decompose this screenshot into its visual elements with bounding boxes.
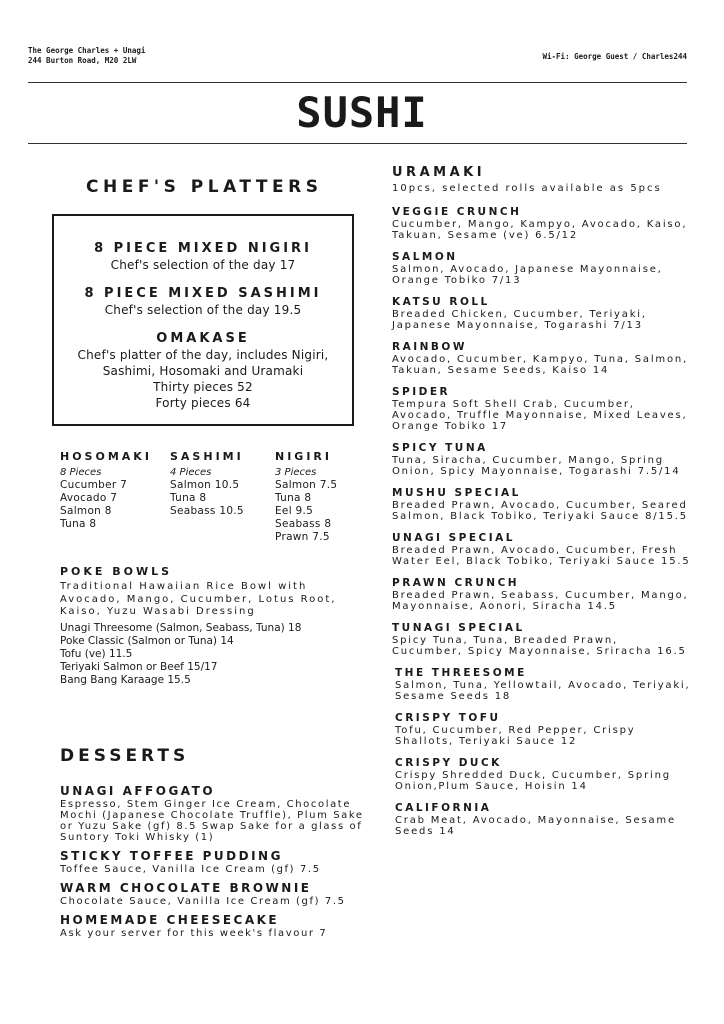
dessert-desc: Chocolate Sauce, Vanilla Ice Cream (gf) 7.5 [60, 896, 346, 907]
dessert-name: STICKY TOFFEE PUDDING [60, 849, 283, 863]
list-item: Salmon 10.5 [170, 479, 240, 491]
list-item: Teriyaki Salmon or Beef 15/17 [60, 660, 218, 673]
list-item: Avocado 7 [60, 492, 118, 504]
uramaki-item [392, 577, 692, 612]
uramaki-desc: Spicy Tuna, Tuna, Breaded Prawn, Cucumber, Spicy Mayonnaise, Sriracha 16.5 [392, 635, 687, 657]
uramaki-desc: Salmon, Tuna, Yellowtail, Avocado, Teriyaki, Sesame Seeds 18 [395, 680, 691, 702]
nigiri-heading: NIGIRI [275, 450, 332, 463]
uramaki-desc: Breaded Prawn, Seabass, Cucumber, Mango, Mayonnaise, Aonori, Siracha 14.5 [392, 590, 689, 612]
uramaki-name: THE THREESOME [395, 667, 527, 679]
uramaki-item [392, 442, 692, 477]
uramaki-name: CRISPY TOFU [395, 712, 501, 724]
poke-bowls-section [60, 563, 360, 687]
list-item: Bang Bang Karaage 15.5 [60, 673, 191, 686]
dessert-item [60, 913, 370, 939]
title-divider [28, 143, 687, 144]
uramaki-item [392, 487, 692, 522]
list-item: Tuna 8 [60, 518, 97, 530]
list-item: Poke Classic (Salmon or Tuna) 14 [60, 634, 234, 647]
uramaki-name: CALIFORNIA [395, 802, 492, 814]
uramaki-name: SPIDER [392, 386, 451, 398]
list-item: Prawn 7.5 [275, 531, 330, 543]
uramaki-desc: Cucumber, Mango, Kampyo, Avocado, Kaiso, Takuan, Sesame (ve) 6.5/12 [392, 219, 688, 241]
chefs-platters-heading: CHEF'S PLATTERS [86, 177, 323, 197]
platter-omakase-line: Thirty pieces 52 [153, 380, 253, 394]
list-item: Seabass 8 [275, 518, 332, 530]
uramaki-item [392, 296, 692, 331]
platter-sashimi-name: 8 PIECE MIXED SASHIMI [84, 286, 322, 301]
hosomaki-section [60, 448, 152, 531]
uramaki-name: CRISPY DUCK [395, 757, 502, 769]
desserts-heading: DESSERTS [60, 746, 190, 766]
list-item: Salmon 7.5 [275, 479, 338, 491]
dessert-item [60, 881, 370, 907]
uramaki-desc: Salmon, Avocado, Japanese Mayonnaise, Orange Tobiko 7/13 [392, 264, 663, 286]
poke-bowls-heading: POKE BOWLS [60, 565, 173, 578]
uramaki-desc: Tempura Soft Shell Crab, Cucumber, Avocado, Truffle Mayonnaise, Mixed Leaves, Orange Tobiko 17 [392, 399, 688, 432]
page-title: SUSHI [296, 88, 428, 137]
hosomaki-subtitle: 8 Pieces [60, 467, 102, 478]
sashimi-subtitle: 4 Pieces [170, 467, 212, 478]
uramaki-item [395, 757, 692, 792]
dessert-item [60, 784, 370, 843]
venue-info [28, 46, 145, 66]
venue-address: 244 Burton Road, M20 2LW [28, 56, 137, 65]
desserts-section [60, 784, 370, 945]
venue-name: The George Charles + Unagi [28, 46, 146, 55]
uramaki-name: PRAWN CRUNCH [392, 577, 520, 589]
platter-nigiri-name: 8 PIECE MIXED NIGIRI [94, 241, 312, 256]
list-item: Tuna 8 [170, 492, 207, 504]
uramaki-item [392, 251, 692, 286]
chefs-platters-box [52, 214, 354, 426]
dessert-name: WARM CHOCOLATE BROWNIE [60, 881, 312, 895]
uramaki-name: SPICY TUNA [392, 442, 488, 454]
dessert-item [60, 849, 370, 875]
list-item: Cucumber 7 [60, 479, 128, 491]
uramaki-item [395, 667, 692, 702]
uramaki-desc: Breaded Prawn, Avocado, Cucumber, Fresh Water Eel, Black Tobiko, Teriyaki Sauce 15.5 [392, 545, 691, 567]
dessert-name: UNAGI AFFOGATO [60, 784, 216, 798]
uramaki-name: UNAGI SPECIAL [392, 532, 515, 544]
uramaki-desc: Breaded Chicken, Cucumber, Teriyaki, Japanese Mayonnaise, Togarashi 7/13 [392, 309, 647, 331]
platter-sashimi [54, 285, 352, 318]
uramaki-name: SALMON [392, 251, 458, 263]
uramaki-desc: Crab Meat, Avocado, Mayonnaise, Sesame Seeds 14 [395, 815, 676, 837]
uramaki-name: VEGGIE CRUNCH [392, 206, 522, 218]
uramaki-item [392, 532, 692, 567]
uramaki-desc: Tofu, Cucumber, Red Pepper, Crispy Shallots, Teriyaki Sauce 12 [395, 725, 636, 747]
uramaki-name: MUSHU SPECIAL [392, 487, 521, 499]
nigiri-subtitle: 3 Pieces [275, 467, 317, 478]
hosomaki-heading: HOSOMAKI [60, 450, 152, 463]
uramaki-item [392, 622, 692, 657]
dessert-desc: Espresso, Stem Ginger Ice Cream, Chocolate Mochi (Japanese Chocolate Truffle), Plum Sake or Yuzu Sake (gf) 8.5 Swap Sake for a glass of Suntory Toki Whisky (1) [60, 799, 364, 843]
platter-sashimi-desc: Chef's selection of the day 19.5 [104, 303, 302, 317]
uramaki-desc: Breaded Prawn, Avocado, Cucumber, Seared Salmon, Black Tobiko, Teriyaki Sauce 8/15.5 [392, 500, 688, 522]
top-divider [28, 82, 687, 83]
platter-omakase-line: Chef's platter of the day, includes Nigiri, [77, 348, 329, 362]
platter-omakase-name: OMAKASE [156, 331, 250, 346]
list-item: Seabass 10.5 [170, 505, 244, 517]
dessert-desc: Toffee Sauce, Vanilla Ice Cream (gf) 7.5 [60, 864, 321, 875]
uramaki-item [392, 206, 692, 241]
sashimi-section [170, 448, 244, 518]
platter-nigiri [54, 240, 352, 273]
dessert-desc: Ask your server for this week's flavour 7 [60, 928, 328, 939]
uramaki-desc: Avocado, Cucumber, Kampyo, Tuna, Salmon, Takuan, Sesame Seeds, Kaiso 14 [392, 354, 688, 376]
uramaki-item [395, 802, 692, 837]
list-item: Salmon 8 [60, 505, 112, 517]
list-item: Unagi Threesome (Salmon, Seabass, Tuna) 18 [60, 621, 302, 634]
platter-omakase-line: Forty pieces 64 [155, 396, 251, 410]
nigiri-section [275, 448, 337, 544]
platter-omakase-line: Sashimi, Hosomaki and Uramaki [102, 364, 304, 378]
dessert-name: HOMEMADE CHEESECAKE [60, 913, 280, 927]
platter-omakase [54, 330, 352, 411]
platter-nigiri-desc: Chef's selection of the day 17 [110, 258, 296, 272]
list-item: Eel 9.5 [275, 505, 314, 517]
uramaki-name: TUNAGI SPECIAL [392, 622, 525, 634]
uramaki-desc: Tuna, Siracha, Cucumber, Mango, Spring Onion, Spicy Mayonnaise, Togarashi 7.5/14 [392, 455, 681, 477]
sashimi-heading: SASHIMI [170, 450, 244, 463]
uramaki-item [392, 341, 692, 376]
uramaki-heading: URAMAKI [392, 165, 486, 180]
poke-bowls-desc: Traditional Hawaiian Rice Bowl with Avocado, Mango, Cucumber, Lotus Root, Kaiso, Yuzu Wasabi Dressing [60, 581, 337, 617]
uramaki-desc: Crispy Shredded Duck, Cucumber, Spring Onion,Plum Sauce, Hoisin 14 [395, 770, 671, 792]
wifi-info: Wi-Fi: George Guest / Charles244 [542, 52, 687, 61]
list-item: Tuna 8 [275, 492, 312, 504]
uramaki-item [395, 712, 692, 747]
list-item: Tofu (ve) 11.5 [60, 647, 133, 660]
uramaki-name: KATSU ROLL [392, 296, 490, 308]
uramaki-name: RAINBOW [392, 341, 467, 353]
uramaki-item [392, 386, 692, 432]
uramaki-section [392, 164, 692, 847]
uramaki-subtitle: 10pcs, selected rolls available as 5pcs [392, 183, 662, 194]
